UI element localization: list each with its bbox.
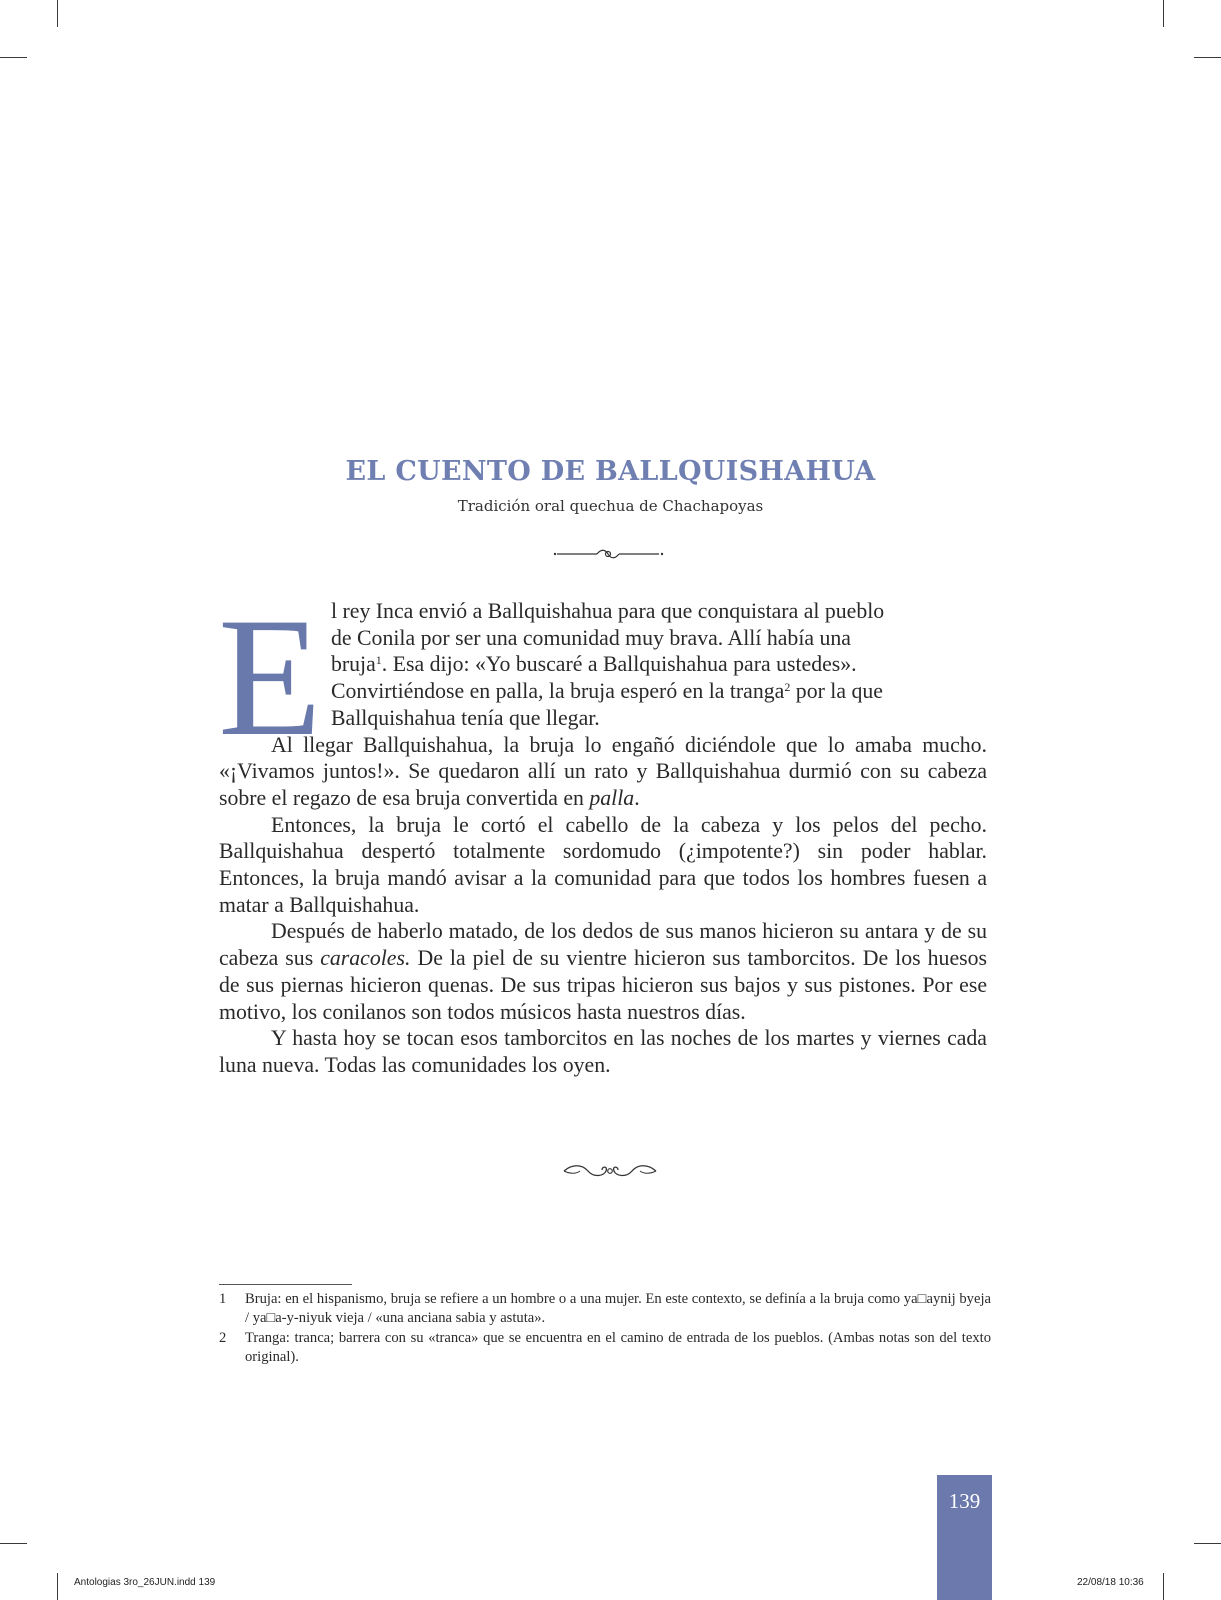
ornament-divider-icon: [553, 548, 665, 560]
flourish-ornament-icon: [560, 1162, 660, 1180]
text-fragment: . Esa dijo: «Yo buscaré a Ballquishahua para ustedes».: [381, 652, 857, 677]
paragraph: [219, 918, 987, 1025]
text-line: l rey Inca envió a Ballquishahua para que conquistara al pueblo: [331, 599, 885, 623]
crop-mark: [1194, 1543, 1221, 1544]
page-title: EL CUENTO DE BALLQUISHAHUA: [345, 456, 876, 487]
page-subtitle: Tradición oral quechua de Chachapoyas: [457, 497, 764, 515]
emphasis: palla: [589, 785, 635, 810]
crop-mark: [57, 1573, 58, 1600]
text-line: de Conila por ser una comunidad muy brava. Allí había una: [331, 625, 851, 650]
print-slug-file: Antologias 3ro_26JUN.indd 139: [74, 1577, 216, 1588]
paragraph: Y hasta hoy se tocan esos tamborcitos en las noches de los martes y viernes cada luna nueva. Todas las comunidades los oyen.: [219, 1026, 987, 1077]
text-fragment: Convirtiéndose en palla, la bruja esperó en la tranga: [331, 679, 785, 704]
footnote-text: Tranga: tranca; barrera con su «tranca» que se encuentra en el camino de entrada de los pueblos. (Ambas notas son del texto original).: [245, 1330, 991, 1365]
text-fragment: por la que: [790, 679, 883, 704]
emphasis: caracoles.: [320, 946, 411, 971]
footnote: [219, 1329, 991, 1366]
text-fragment: .: [634, 785, 640, 810]
crop-mark: [0, 57, 27, 58]
page-number: 139: [948, 1489, 981, 1513]
text-line: Ballquishahua tenía que llegar.: [331, 705, 600, 730]
paragraph: Entonces, la bruja le cortó el cabello de la cabeza y los pelos del pecho. Ballquishahua despertó totalmente sordomudo (¿impotente?) sin poder hablar. Entonces, la bruja mandó avisar a la comunidad para que todos los hombres fuesen a matar a Ballquishahua.: [219, 812, 987, 917]
lead-paragraph: [219, 598, 987, 732]
paragraph: [219, 732, 987, 812]
footnotes: [219, 1290, 991, 1368]
footnote-number: 1: [219, 1291, 227, 1307]
text-fragment: Al llegar Ballquishahua, la bruja lo engañó diciéndole que lo amaba mucho. «¡Vivamos juntos!». Se quedaron allí un rato y Ballquishahua durmió con su cabeza sobre el regazo de esa bruja convertida en: [219, 732, 987, 810]
text-line: [331, 678, 987, 705]
text-fragment: De la piel de su vientre hicieron sus tamborcitos. De los huesos de sus piernas hicieron quenas. De sus tripas hicieron sus bajos y sus pistones. Por ese motivo, los conilanos son todos músicos hasta nuestros días.: [219, 946, 987, 1024]
text-line: [331, 651, 987, 678]
drop-cap: E: [218, 583, 322, 771]
footnote-number: 2: [219, 1330, 227, 1346]
text-fragment: bruja: [331, 652, 376, 677]
footnote: [219, 1290, 991, 1327]
print-slug-date: 22/08/18 10:36: [1077, 1577, 1144, 1588]
page-number-tab: [937, 1475, 992, 1600]
footnote-ref[interactable]: 2: [784, 680, 791, 695]
crop-mark: [1163, 1573, 1164, 1600]
crop-mark: [0, 1543, 27, 1544]
text-fragment: Después de haberlo matado, de los dedos de sus manos hicieron su antara y de su cabeza sus: [219, 919, 987, 971]
footnote-ref[interactable]: 1: [375, 653, 382, 668]
crop-mark: [1163, 0, 1164, 27]
crop-mark: [1194, 57, 1221, 58]
footnote-divider: [219, 1284, 352, 1285]
footnote-text: Bruja: en el hispanismo, bruja se refiere a un hombre o a una mujer. En este contexto, se definía a la bruja como ya□aynij byeja / ya□a-y-niyuk vieja / «una anciana sabia y astuta».: [245, 1291, 991, 1326]
crop-mark: [57, 0, 58, 27]
story-text: [219, 598, 987, 1079]
